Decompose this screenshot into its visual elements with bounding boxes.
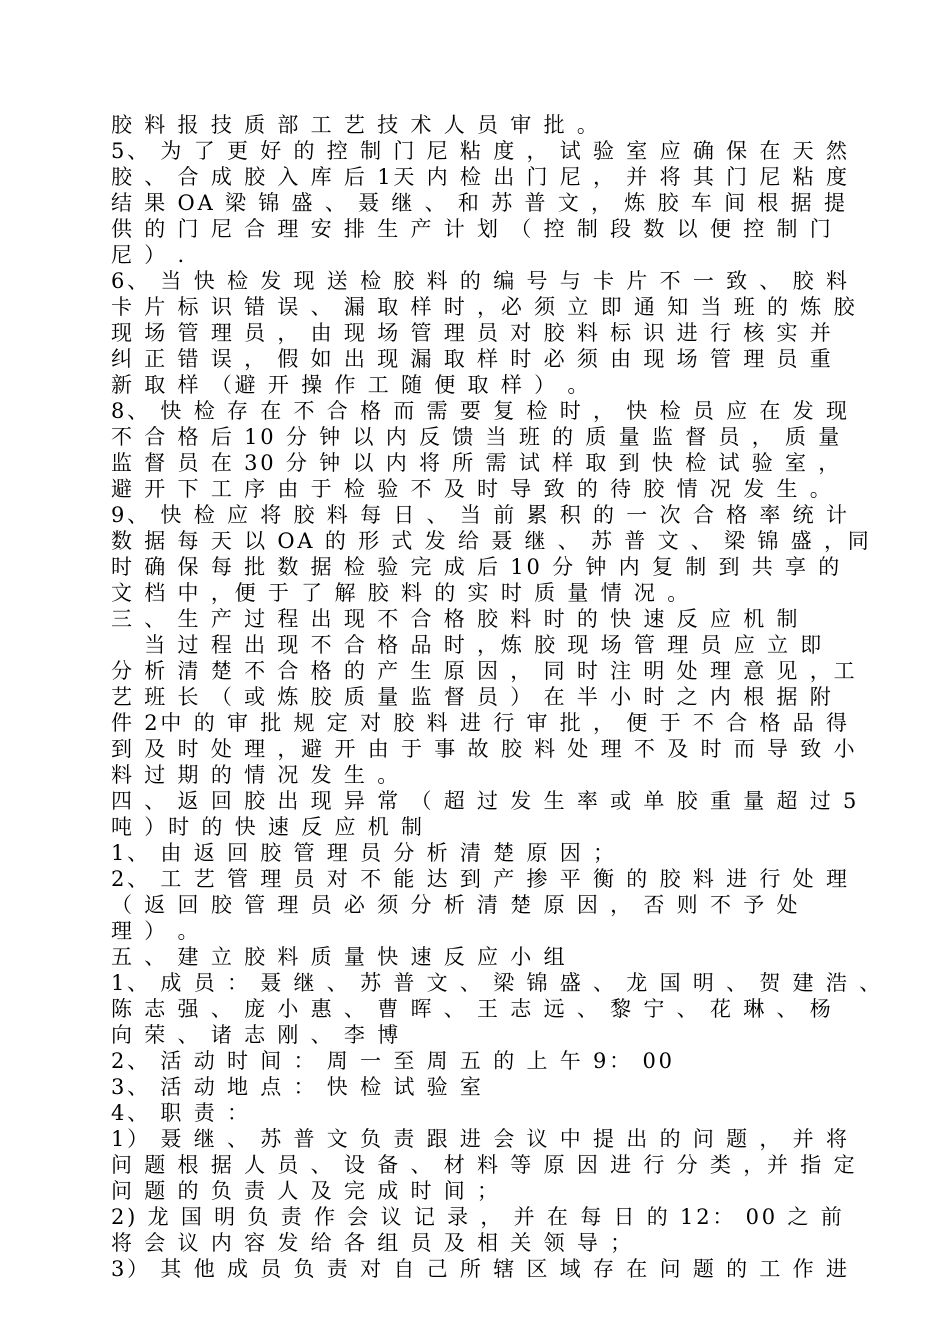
- text-line: 向 荣 、 诸 志 刚 、 李 博: [111, 1023, 402, 1047]
- text-line: 6、 当 快 检 发 现 送 检 胶 料 的 编 号 与 卡 片 不 一 致 、 胶 料: [111, 269, 850, 293]
- text-line: 9、 快 检 应 将 胶 料 每 日 、 当 前 累 积 的 一 次 合 格 率 统 计: [111, 503, 850, 527]
- text-line: 吨 ）时 的 快 速 反 应 机 制: [111, 815, 425, 839]
- text-line: 时 确 保 每 批 数 据 检 验 完 成 后 10 分 钟 内 复 制 到 共 享 的: [111, 555, 843, 579]
- text-line: 陈 志 强 、 庞 小 惠 、 曹 晖 、 王 志 远 、 黎 宁 、 花 琳 、 杨: [111, 997, 834, 1021]
- text-line: 8、 快 检 存 在 不 合 格 而 需 要 复 检 时 ， 快 检 员 应 在 发 现: [111, 399, 850, 423]
- text-line: 四 、 返 回 胶 出 现 异 常 （ 超 过 发 生 率 或 单 胶 重 量 超 过 5: [111, 789, 860, 813]
- text-line: 卡 片 标 识 错 误 、 漏 取 样 时 ，必 须 立 即 通 知 当 班 的 炼 胶: [111, 295, 858, 319]
- text-line: 2、 活 动 时 间 ： 周 一 至 周 五 的 上 午 9： 00: [111, 1049, 675, 1073]
- text-line: 到 及 时 处 理 ，避 开 由 于 事 故 胶 料 处 理 不 及 时 而 导 致 小: [111, 737, 858, 761]
- text-line: 2) 龙 国 明 负 责 作 会 议 记 录 ， 并 在 每 日 的 12： 00 之 前: [111, 1205, 845, 1229]
- text-line: 数 据 每 天 以 OA 的 形 式 发 给 聂 继 、 苏 普 文 、 梁 锦 盛 ，同: [111, 529, 872, 553]
- text-line: 问 题 的 负 责 人 及 完 成 时 间 ；: [111, 1179, 501, 1203]
- text-line: 1、 成 员 ： 聂 继 、 苏 普 文 、 梁 锦 盛 、 龙 国 明 、 贺 建 浩 、: [111, 971, 884, 995]
- text-line: 三 、 生 产 过 程 出 现 不 合 格 胶 料 时 的 快 速 反 应 机 制: [111, 607, 801, 631]
- text-line: 3） 其 他 成 员 负 责 对 自 己 所 辖 区 域 存 在 问 题 的 工 作 进: [111, 1257, 850, 1281]
- text-line: 尼 ） .: [111, 243, 188, 267]
- text-line: 3、 活 动 地 点 ： 快 检 试 验 室: [111, 1075, 484, 1099]
- document-body: [111, 112, 884, 1282]
- text-line: 文 档 中 ，便 于 了 解 胶 料 的 实 时 质 量 情 况 。: [111, 581, 692, 605]
- text-line: 胶 、 合 成 胶 入 库 后 1天 内 检 出 门 尼 ， 并 将 其 门 尼 粘 度: [111, 165, 850, 189]
- text-line: 分 析 清 楚 不 合 格 的 产 生 原 因 ， 同 时 注 明 处 理 意 见 ，工: [111, 659, 858, 683]
- text-line: 将 会 议 内 容 发 给 各 组 员 及 相 关 领 导 ；: [111, 1231, 634, 1255]
- text-line: 2、 工 艺 管 理 员 对 不 能 达 到 产 掺 平 衡 的 胶 料 进 行 处 理: [111, 867, 850, 891]
- text-line: 1、 由 返 回 胶 管 理 员 分 析 清 楚 原 因 ；: [111, 841, 617, 865]
- text-line: 现 场 管 理 员 ， 由 现 场 管 理 员 对 胶 料 标 识 进 行 核 实 并: [111, 321, 834, 345]
- text-line: 新 取 样 （避 开 操 作 工 随 便 取 样 ） 。: [111, 373, 592, 397]
- text-line: 监 督 员 在 30 分 钟 以 内 将 所 需 试 样 取 到 快 检 试 验 室 ，: [111, 451, 843, 475]
- text-line: 结 果 OA 梁 锦 盛 、 聂 继 、 和 苏 普 文 ， 炼 胶 车 间 根 据 提: [111, 191, 848, 215]
- text-line: 当 过 程 出 现 不 合 格 品 时 ，炼 胶 现 场 管 理 员 应 立 即: [111, 633, 825, 657]
- text-line: 纠 正 错 误 ， 假 如 出 现 漏 取 样 时 必 须 由 现 场 管 理 员 重: [111, 347, 834, 371]
- text-line: 避 开 下 工 序 由 于 检 验 不 及 时 导 致 的 待 胶 情 况 发 生 。: [111, 477, 834, 501]
- text-line: 理 ） 。: [111, 919, 202, 943]
- text-line: 5、 为 了 更 好 的 控 制 门 尼 粘 度 ， 试 验 室 应 确 保 在 天 然: [111, 139, 850, 163]
- text-line: 供 的 门 尼 合 理 安 排 生 产 计 划 （ 控 制 段 数 以 便 控 制 门: [111, 217, 834, 241]
- text-line: 艺 班 长 （ 或 炼 胶 质 量 监 督 员 ） 在 半 小 时 之 内 根 据 附: [111, 685, 834, 709]
- text-line: 不 合 格 后 10 分 钟 以 内 反 馈 当 班 的 质 量 监 督 员 ， 质 量: [111, 425, 843, 449]
- text-line: 4、 职 责 ：: [111, 1101, 251, 1125]
- text-line: 问 题 根 据 人 员 、 设 备 、 材 料 等 原 因 进 行 分 类 ，并 指 定: [111, 1153, 858, 1177]
- text-line: 胶 料 报 技 质 部 工 艺 技 术 人 员 审 批 。: [111, 113, 601, 137]
- text-line: 五 、 建 立 胶 料 质 量 快 速 反 应 小 组: [111, 945, 568, 969]
- text-line: 料 过 期 的 情 况 发 生 。: [111, 763, 402, 787]
- text-line: 1） 聂 继 、 苏 普 文 负 责 跟 进 会 议 中 提 出 的 问 题 ， 并 将: [111, 1127, 850, 1151]
- text-line: （ 返 回 胶 管 理 员 必 须 分 析 清 楚 原 因 ， 否 则 不 予 处: [111, 893, 801, 917]
- text-line: 件 2中 的 审 批 规 定 对 胶 料 进 行 审 批 ， 便 于 不 合 格 品 得: [111, 711, 850, 735]
